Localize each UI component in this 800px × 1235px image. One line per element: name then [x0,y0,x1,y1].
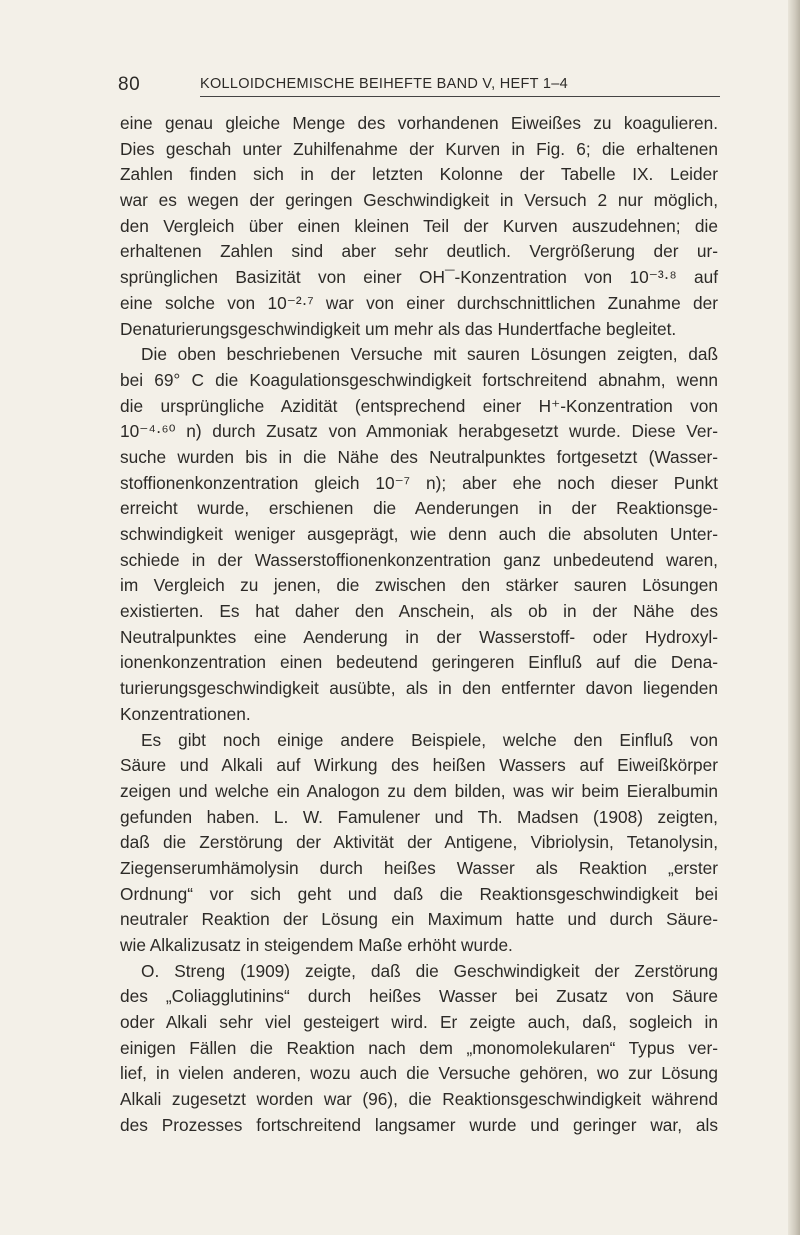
text-line: bei 69° C die Koagulationsgeschwindigkeit fortschreitend abnahm, wenn [120,369,718,390]
text-line: erhaltenen Zahlen sind aber sehr deutlich. Vergrößerung der ur- [120,241,718,262]
text-line: Säure und Alkali auf Wirkung des heißen Wassers auf Eiweißkörper [120,755,718,776]
text-line: im Vergleich zu jenen, die zwischen den stärker sauren Lösungen [120,575,718,596]
text-line: lief, in vielen anderen, wozu auch die Versuche gehören, wo zur Lösung [120,1063,718,1084]
text-line: neutraler Reaktion der Lösung ein Maximum hatte und durch Säure- [120,909,718,930]
text-line: schwindigkeit weniger ausgeprägt, wie denn auch die absoluten Unter- [120,524,718,544]
text-line: Denaturierungsgeschwindigkeit um mehr als das Hundertfache begleitet. [120,318,677,339]
text-line: Alkali zugesetzt worden war (96), die Reaktionsgeschwindigkeit während [120,1089,718,1110]
text-line: Konzentrationen. [120,703,251,724]
text-line: Neutralpunktes eine Aenderung in der Wasserstoff- oder Hydroxyl- [120,626,718,647]
page-number: 80 [118,74,141,95]
text-line: war es wegen der geringen Geschwindigkeit in Versuch 2 nur möglich, [120,190,718,211]
page-header [118,72,722,96]
text-line: Zahlen finden sich in der letzten Kolonne der Tabelle IX. Leider [120,164,718,185]
text-line: sprünglichen Basizität von einer OH¯-Konzentration von 10⁻³·⁸ auf [120,267,718,288]
text-line: eine solche von 10⁻²·⁷ war von einer durchschnittlichen Zunahme der [120,292,718,313]
body-text [120,111,718,1139]
header-rule [200,96,720,97]
text-line: ionenkonzentration einen bedeutend geringeren Einfluß auf die Dena- [120,652,718,673]
text-line: des Prozesses fortschreitend langsamer wurde und geringer war, als [120,1114,718,1135]
page-edge [788,0,800,1235]
paragraph-start: O. Streng (1909) zeigte, daß die Geschwindigkeit der Zerstörung [141,960,718,981]
text-line: turierungsgeschwindigkeit ausübte, als in den entfernter davon liegenden [120,678,718,699]
text-line: eine genau gleiche Menge des vorhandenen Eiweißes zu koagulieren. [120,113,718,133]
text-line: Dies geschah unter Zuhilfenahme der Kurven in Fig. 6; die erhaltenen [120,138,718,159]
text-line: oder Alkali sehr viel gesteigert wird. Er zeigte auch, daß, sogleich in [120,1012,718,1033]
text-line: gefunden haben. L. W. Famulener und Th. Madsen (1908) zeigten, [120,806,718,827]
text-line: Ziegenserumhämolysin durch heißes Wasser als Reaktion „erster [120,857,718,878]
text-line: die ursprüngliche Azidität (entsprechend einer H⁺-Konzentration von [120,395,718,416]
paragraph-start: Die oben beschriebenen Versuche mit sauren Lösungen zeigten, daß [141,344,718,365]
running-head: KOLLOIDCHEMISCHE BEIHEFTE BAND V, HEFT 1–4 [200,76,568,92]
text-line: existierten. Es hat daher den Anschein, als ob in der Nähe des [120,601,718,622]
text-line: einigen Fällen die Reaktion nach dem „monomolekularen“ Typus ver- [120,1037,718,1058]
text-line: zeigen und welche ein Analogon zu dem bilden, was wir beim Eieralbumin [120,780,718,801]
text-line: daß die Zerstörung der Aktivität der Antigene, Vibriolysin, Tetanolysin, [120,832,718,853]
text-line: stoffionenkonzentration gleich 10⁻⁷ n); aber ehe noch dieser Punkt [120,472,718,493]
text-line: erreicht wurde, erschienen die Aenderungen in der Reaktionsge- [120,498,718,519]
text-line: Ordnung“ vor sich geht und daß die Reaktionsgeschwindigkeit bei [120,883,718,904]
text-line: wie Alkalizusatz in steigendem Maße erhöht wurde. [120,935,513,955]
paragraph-start: Es gibt noch einige andere Beispiele, welche den Einfluß von [141,729,718,750]
text-line: schiede in der Wasserstoffionenkonzentration ganz unbedeutend waren, [120,549,718,570]
text-line: den Vergleich über einen kleinen Teil der Kurven auszudehnen; die [120,215,718,236]
text-line: 10⁻⁴·⁶⁰ n) durch Zusatz von Ammoniak herabgesetzt wurde. Diese Ver- [120,421,718,442]
text-line: suche wurden bis in die Nähe des Neutralpunktes fortgesetzt (Wasser- [120,446,718,467]
text-line: des „Coliagglutinins“ durch heißes Wasser bei Zusatz von Säure [120,986,718,1007]
